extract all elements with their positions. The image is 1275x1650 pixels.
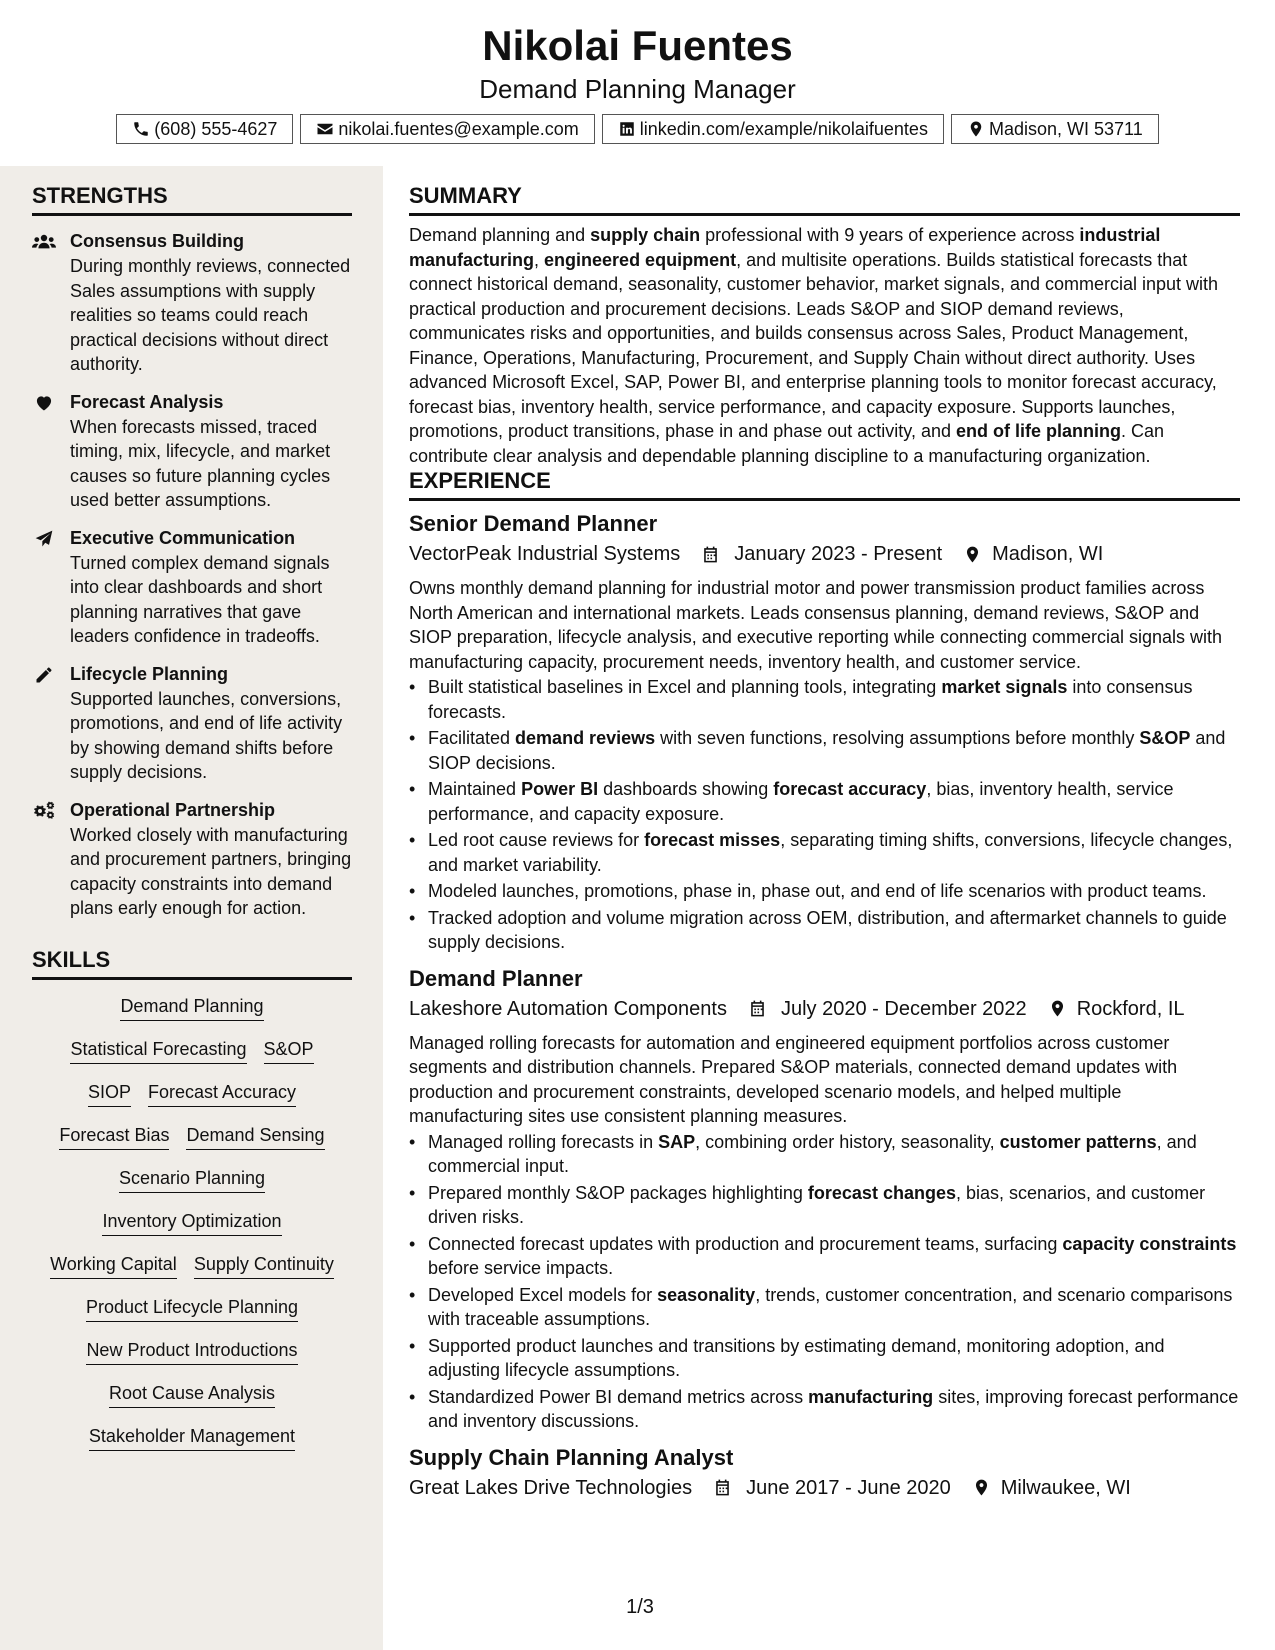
list-item: • Tracked adoption and volume migration across OEM, distribution, and aftermarket channels to guide supply decisions. xyxy=(409,906,1240,955)
strength-item xyxy=(32,662,352,785)
skills-heading: SKILLS xyxy=(32,947,352,980)
strength-title: Forecast Analysis xyxy=(70,391,224,412)
job-bullets xyxy=(409,1130,1240,1434)
skills-row xyxy=(32,1382,352,1408)
candidate-title: Demand Planning Manager xyxy=(479,74,796,104)
linkedin-icon xyxy=(618,120,636,138)
strength-title: Operational Partnership xyxy=(70,799,276,820)
job-title: Demand Planner xyxy=(409,965,583,991)
page-indicator: 1/3 xyxy=(626,1596,654,1618)
strength-desc: Supported launches, conversions, promotions, and end of life activity by showing demand shifts before supply decisions. xyxy=(70,688,343,782)
skills-row xyxy=(32,1253,352,1279)
skill-tag: Forecast Accuracy xyxy=(148,1081,296,1107)
strength-title: Executive Communication xyxy=(70,527,296,548)
contact-bar xyxy=(0,114,1275,144)
skill-tag: Root Cause Analysis xyxy=(109,1382,275,1408)
skill-tag: Demand Sensing xyxy=(186,1124,324,1150)
job-company: Great Lakes Drive Technologies xyxy=(409,1476,693,1499)
contact-linkedin-text: linkedin.com/example/nikolaifuentes xyxy=(639,118,928,139)
calendar-icon xyxy=(748,999,767,1018)
right-column xyxy=(409,183,1240,1503)
map-pin-icon xyxy=(967,120,985,138)
skills-row xyxy=(32,1425,352,1451)
strength-desc: During monthly reviews, connected Sales assumptions with supply realities so teams could reach practical decisions without direct authority. xyxy=(70,256,351,374)
job-meta xyxy=(409,1473,1240,1503)
calendar-icon xyxy=(713,1478,732,1497)
skills-row xyxy=(32,1167,352,1193)
contact-phone[interactable] xyxy=(116,114,293,144)
strength-item xyxy=(32,229,352,377)
strength-item xyxy=(32,526,352,649)
job-entry xyxy=(409,509,1240,955)
map-pin-icon xyxy=(972,1478,991,1497)
summary-text: Demand planning and supply chain professional with 9 years of experience across industrial manufacturing, engineered equipment, and multisite operations. Builds statistical forecasts that connect historical demand, seasonality, customer behavior, market signals, and commercial input with practical production and procurement decisions. Leads S&OP and SIOP demand reviews, communicates risks and opportunities, and builds consensus across Sales, Product Management, Finance, Operations, Manufacturing, Procurement, and Supply Chain without direct authority. Uses advanced Microsoft Excel, SAP, Power BI, and enterprise planning tools to monitor forecast accuracy, forecast bias, inventory health, service performance, and capacity exposure. Supports launches, promotions, product transitions, phase in and phase out activity, and end of life planning. Can contribute clear analysis and dependable planning discipline to a manufacturing organization. xyxy=(409,225,1219,466)
strength-title: Consensus Building xyxy=(70,231,245,251)
experience-heading: EXPERIENCE xyxy=(409,468,1240,501)
job-dates: June 2017 - June 2020 xyxy=(746,1476,951,1499)
list-item: • Connected forecast updates with production and procurement teams, surfacing capacity constraints before service impacts. xyxy=(409,1232,1240,1281)
skill-tag: Working Capital xyxy=(50,1253,177,1279)
job-meta xyxy=(409,994,1240,1024)
contact-email[interactable] xyxy=(300,114,594,144)
list-item: • Standardized Power BI demand metrics across manufacturing sites, improving forecast performance and inventory discussions. xyxy=(409,1385,1240,1434)
job-meta xyxy=(409,539,1240,569)
strengths-heading: STRENGTHS xyxy=(32,183,352,216)
skills-row xyxy=(32,1296,352,1322)
skill-tag: New Product Introductions xyxy=(86,1339,297,1365)
heart-icon xyxy=(32,393,56,413)
strength-desc: When forecasts missed, traced timing, mix, lifecycle, and market causes so future planning cycles used better assumptions. xyxy=(70,416,331,510)
list-item: • Supported product launches and transitions by estimating demand, monitoring adoption, and adjusting lifecycle assumptions. xyxy=(409,1334,1240,1383)
left-column xyxy=(32,183,352,1451)
list-item: • Modeled launches, promotions, phase in, phase out, and end of life scenarios with product teams. xyxy=(409,879,1240,904)
list-item: • Maintained Power BI dashboards showing forecast accuracy, bias, inventory health, service performance, and capacity exposure. xyxy=(409,777,1240,826)
phone-icon xyxy=(132,120,150,138)
list-item: • Built statistical baselines in Excel and planning tools, integrating market signals into consensus forecasts. xyxy=(409,675,1240,724)
job-title: Supply Chain Planning Analyst xyxy=(409,1444,734,1470)
list-item: • Managed rolling forecasts in SAP, combining order history, seasonality, customer patterns, and commercial input. xyxy=(409,1130,1240,1179)
skill-tag: Supply Continuity xyxy=(194,1253,334,1279)
strength-item xyxy=(32,390,352,513)
job-dates: July 2020 - December 2022 xyxy=(780,997,1027,1020)
skill-tag: S&OP xyxy=(264,1038,314,1064)
contact-phone-text: (608) 555-4627 xyxy=(154,118,278,139)
skills-row xyxy=(32,995,352,1021)
job-entry xyxy=(409,1443,1240,1503)
list-item: • Developed Excel models for seasonality, trends, customer concentration, and scenario comparisons with traceable assumptions. xyxy=(409,1283,1240,1332)
users-icon xyxy=(32,232,56,252)
list-item: • Facilitated demand reviews with seven functions, resolving assumptions before monthly S&OP and SIOP decisions. xyxy=(409,726,1240,775)
job-location: Rockford, IL xyxy=(1076,997,1185,1020)
skill-tag: Demand Planning xyxy=(120,995,263,1021)
list-item: • Led root cause reviews for forecast misses, separating timing shifts, conversions, lifecycle changes, and market variability. xyxy=(409,828,1240,877)
gears-icon xyxy=(32,801,56,821)
job-dates: January 2023 - Present xyxy=(734,543,943,565)
paper-plane-icon xyxy=(32,529,56,549)
skills-list xyxy=(32,995,352,1451)
strength-title: Lifecycle Planning xyxy=(70,663,229,684)
candidate-name: Nikolai Fuentes xyxy=(482,22,793,69)
skills-row xyxy=(32,1210,352,1236)
skill-tag: Product Lifecycle Planning xyxy=(86,1296,298,1322)
strength-desc: Worked closely with manufacturing and procurement partners, bringing capacity constraints into demand plans early enough for action. xyxy=(70,824,352,918)
contact-linkedin[interactable] xyxy=(602,114,944,144)
strength-desc: Turned complex demand signals into clear dashboards and short planning narratives that gave leaders confidence in tradeoffs. xyxy=(70,552,330,646)
skill-tag: Statistical Forecasting xyxy=(70,1038,246,1064)
contact-location xyxy=(951,114,1159,144)
job-company: VectorPeak Industrial Systems xyxy=(409,543,681,565)
job-title: Senior Demand Planner xyxy=(409,511,658,536)
strength-item xyxy=(32,798,352,921)
job-bullets xyxy=(409,675,1240,955)
skill-tag: SIOP xyxy=(88,1081,131,1107)
job-location: Milwaukee, WI xyxy=(1000,1476,1131,1499)
job-description: Managed rolling forecasts for automation and engineered equipment portfolios across customer segments and distribution channels. Prepared S&OP materials, connected demand updates with production and procurement constraints, developed scenario models, and helped multiple manufacturing sites use consistent planning measures. xyxy=(409,1032,1178,1126)
skill-tag: Scenario Planning xyxy=(119,1167,265,1193)
skills-row xyxy=(32,1124,352,1150)
skill-tag: Forecast Bias xyxy=(59,1124,169,1150)
map-pin-icon xyxy=(1048,999,1067,1018)
skills-row xyxy=(32,1038,352,1064)
job-location: Madison, WI xyxy=(992,543,1104,565)
skills-row xyxy=(32,1339,352,1365)
skills-row xyxy=(32,1081,352,1107)
pencil-icon xyxy=(32,665,56,685)
list-item: • Prepared monthly S&OP packages highlighting forecast changes, bias, scenarios, and customer driven risks. xyxy=(409,1181,1240,1230)
skill-tag: Inventory Optimization xyxy=(102,1210,281,1236)
envelope-icon xyxy=(316,120,334,138)
job-entry xyxy=(409,964,1240,1434)
summary-heading: SUMMARY xyxy=(409,183,1240,216)
contact-email-text: nikolai.fuentes@example.com xyxy=(338,118,579,139)
contact-location-text: Madison, WI 53711 xyxy=(988,118,1143,139)
job-description: Owns monthly demand planning for industrial motor and power transmission product families across North American and international markets. Leads consensus planning, demand reviews, S&OP and SIOP preparation, lifecycle analysis, and executive reporting while connecting commercial signals with manufacturing capacity, procurement needs, inventory health, and customer service. xyxy=(409,578,1223,672)
skill-tag: Stakeholder Management xyxy=(89,1425,295,1451)
job-company: Lakeshore Automation Components xyxy=(409,997,727,1020)
map-pin-icon xyxy=(963,545,982,564)
calendar-icon xyxy=(701,545,720,564)
